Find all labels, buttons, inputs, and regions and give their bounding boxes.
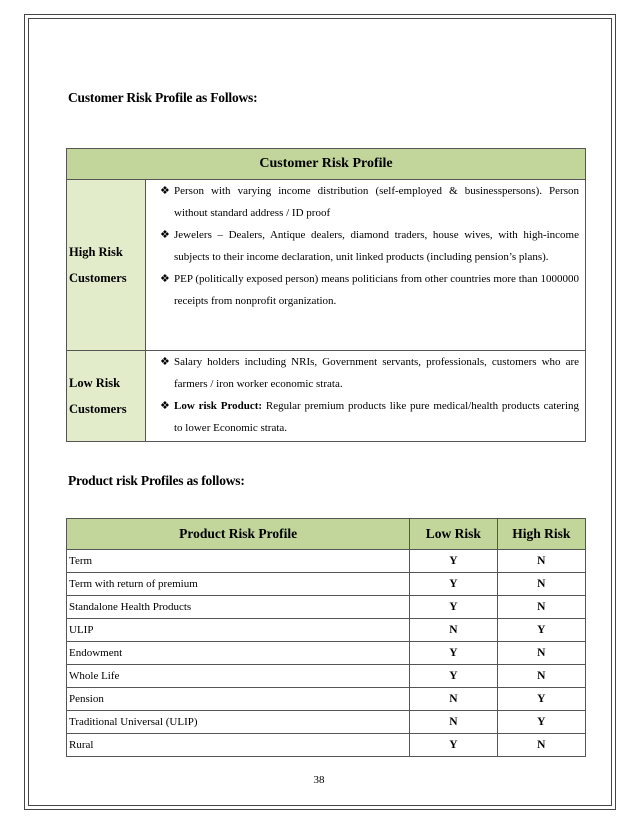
table-row (67, 688, 586, 711)
low-risk-cell: Y (410, 596, 497, 619)
diamond-bullet-icon: ❖ (160, 400, 170, 412)
low-risk-cell: Y (410, 550, 497, 573)
bullet-text: Salary holders including NRIs, Government servants, professionals, customers who are farmers / iron worker economic strata. (174, 356, 579, 390)
low-risk-cell: Y (410, 573, 497, 596)
table-row (67, 619, 586, 642)
table-row (67, 711, 586, 734)
low-risk-cell: Y (410, 642, 497, 665)
low-risk-row (67, 351, 586, 442)
high-risk-cell: N (497, 573, 585, 596)
low-risk-header: Low Risk (410, 519, 497, 550)
diamond-bullet-icon: ❖ (160, 229, 170, 241)
product-risk-table (66, 518, 586, 757)
low-risk-cell: N (410, 688, 497, 711)
high-risk-row (67, 180, 586, 351)
product-name-cell: Whole Life (67, 665, 410, 688)
high-risk-cell: N (497, 665, 585, 688)
high-risk-cell: N (497, 642, 585, 665)
bullet-text: Jewelers – Dealers, Antique dealers, diamond traders, house wives, with high-income subjects to their income declaration, unit linked products (including pension’s plans). (174, 229, 579, 263)
low-risk-label-line1: Low Risk (69, 376, 121, 390)
high-risk-content (146, 180, 586, 351)
table-row (67, 734, 586, 757)
product-name-cell: Endowment (67, 642, 410, 665)
bullet-text: PEP (politically exposed person) means politicians from other countries more than 1000000 receipts from nonprofit organization. (174, 273, 579, 307)
table-row (67, 665, 586, 688)
low-risk-label-line2: Customers (69, 402, 127, 416)
bullet-text: Person with varying income distribution (self-employed & businesspersons). Person without standard address / ID proof (174, 185, 579, 219)
high-risk-label (67, 180, 146, 351)
bullet-text: Low risk Product: Regular premium products like pure medical/health products catering to lower Economic strata. (174, 400, 580, 434)
table-row (67, 642, 586, 665)
page-number: 38 (313, 774, 325, 786)
list-item (160, 268, 579, 312)
low-risk-cell: N (410, 619, 497, 642)
high-risk-label-line1: High Risk (69, 245, 123, 259)
diamond-bullet-icon: ❖ (160, 185, 170, 197)
product-name-cell: Traditional Universal (ULIP) (67, 711, 410, 734)
list-item (160, 224, 579, 268)
low-risk-cell: N (410, 711, 497, 734)
diamond-bullet-icon: ❖ (160, 273, 170, 285)
list-item (160, 180, 579, 224)
high-risk-cell: N (497, 550, 585, 573)
diamond-bullet-icon: ❖ (160, 356, 170, 368)
high-risk-cell: N (497, 596, 585, 619)
customer-risk-heading: Customer Risk Profile as Follows: (68, 90, 258, 105)
low-risk-label (67, 351, 146, 442)
high-risk-cell: Y (497, 711, 585, 734)
customer-risk-table-title: Customer Risk Profile (67, 149, 586, 180)
product-name-cell: ULIP (67, 619, 410, 642)
low-risk-content (146, 351, 586, 442)
product-name-cell: Standalone Health Products (67, 596, 410, 619)
high-risk-header: High Risk (497, 519, 585, 550)
product-name-cell: Term with return of premium (67, 573, 410, 596)
table-row (67, 550, 586, 573)
product-name-cell: Term (67, 550, 410, 573)
list-item (160, 395, 579, 439)
high-risk-cell: N (497, 734, 585, 757)
high-risk-cell: Y (497, 619, 585, 642)
high-risk-cell: Y (497, 688, 585, 711)
product-name-cell: Pension (67, 688, 410, 711)
product-risk-header: Product Risk Profile (67, 519, 410, 550)
product-name-cell: Rural (67, 734, 410, 757)
low-risk-cell: Y (410, 734, 497, 757)
table-row (67, 596, 586, 619)
table-row (67, 573, 586, 596)
product-risk-heading: Product risk Profiles as follows: (68, 473, 245, 488)
low-risk-cell: Y (410, 665, 497, 688)
list-item (160, 351, 579, 395)
high-risk-label-line2: Customers (69, 271, 127, 285)
customer-risk-table (66, 148, 586, 442)
